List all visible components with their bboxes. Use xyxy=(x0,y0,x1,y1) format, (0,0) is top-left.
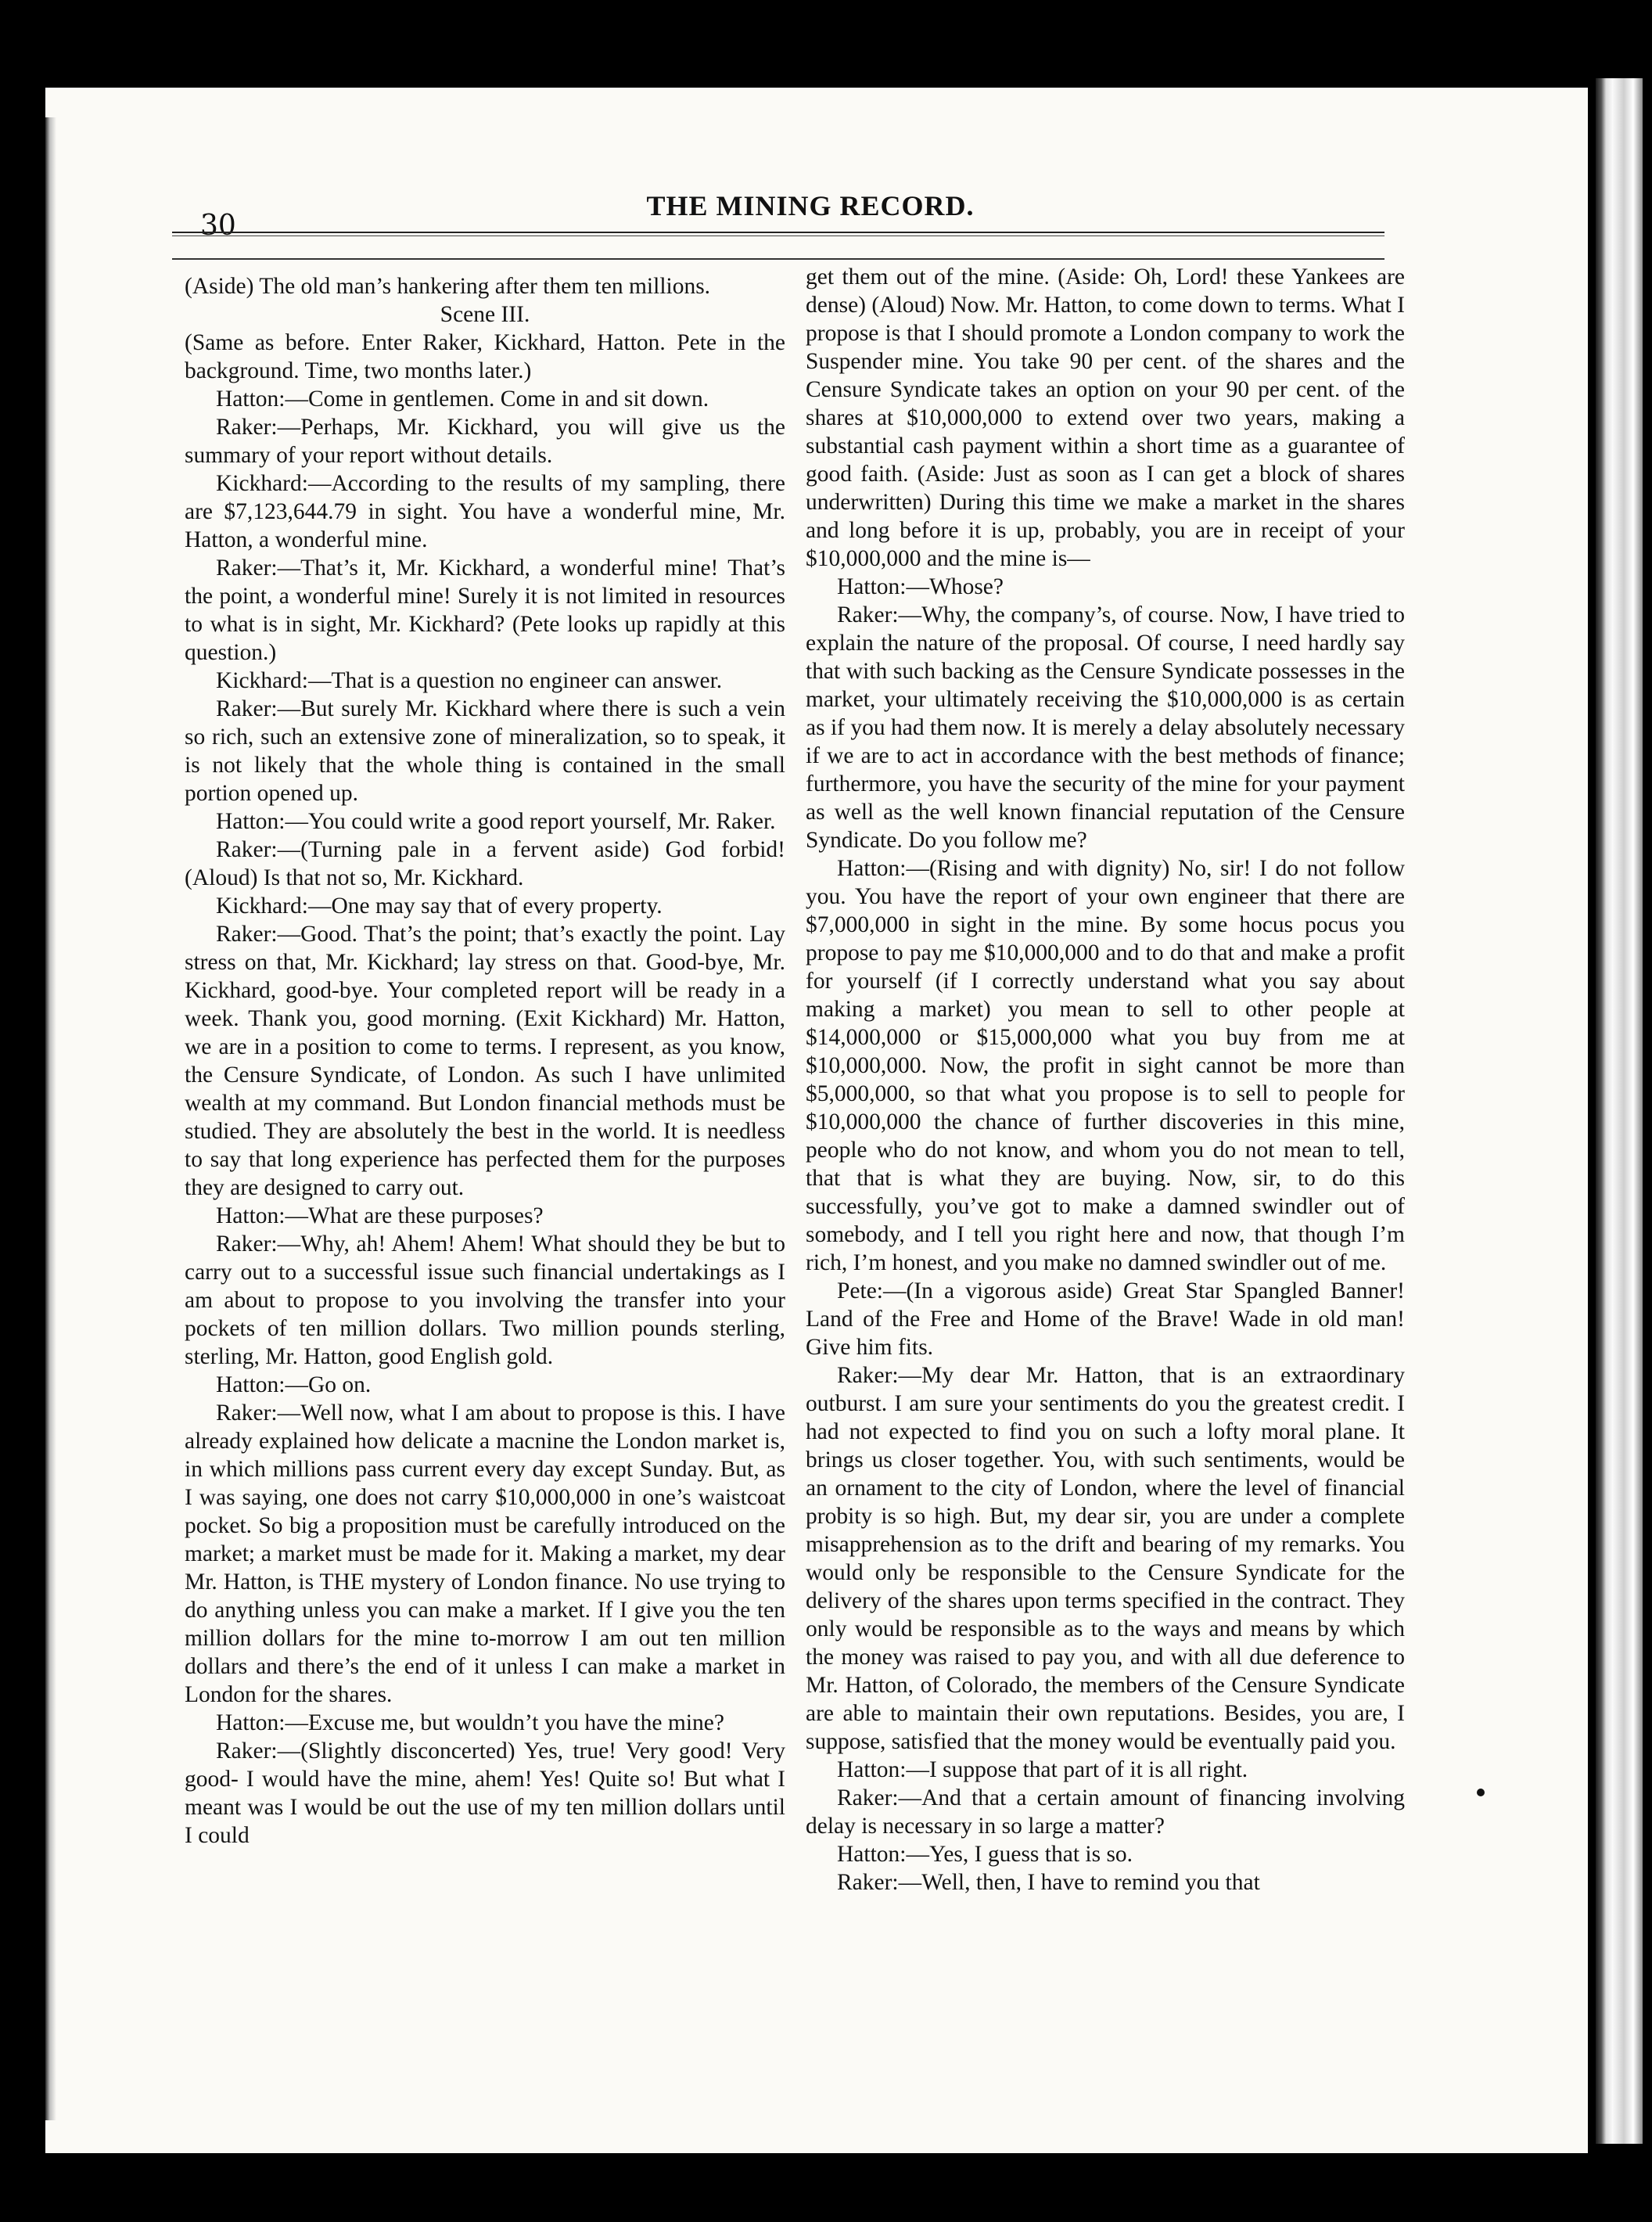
page-number: 30 xyxy=(200,210,236,242)
paragraph: Hatton:—Whose? xyxy=(837,574,1004,599)
paragraph: Raker:—Why, ah! Ahem! Ahem! What should they be but to carry out to a successful issue such financial undertakings as I am about to propose to you involving the transfer into your pockets of ten million dollars. Two million pounds sterling, sterling, Mr. Hatton, good English gold. xyxy=(185,1231,785,1369)
paragraph: Hatton:—(Rising and with dignity) No, sir! I do not follow you. You have the report of your own engineer that there are $7,000,000 in sight in the mine. By some hocus pocus you propose to pay me $10,000,000 and to do that and make a profit for yourself (if I correctly understand what you say about making a market) you mean to sell to other people at $14,000,000 or $15,000,000 what you buy from me at $10,000,000. Now, the profit in sight cannot be more than $5,000,000, so that what you propose is to sell to people for $10,000,000 the chance of further discoveries in this mine, people who do not know, and whom you do not mean to tell, that that is what they are buying. Now, sir, to do this successfully, you’ve got to make a damned swindler out of somebody, and I tell you right here and now, that though I’m rich, I’m honest, and you make no damned swindler out of me. xyxy=(806,856,1405,1275)
paragraph: Raker:—Well now, what I am about to propose is this. I have already explained how delicate a macnine the London market is, in which millions pass current every day except Sunday. But, as I was saying, one does not carry $10,000,000 in one’s waistcoat pocket. So big a proposition must be carefully introduced on the market; a market must be made for it. Making a market, my dear Mr. Hatton, is THE mystery of London finance. No use trying to do anything unless you can make a market. If I give you the ten million dollars for the mine to-morrow I am out ten million dollars and there’s the end of it unless I can make a market in London for the shares. xyxy=(185,1400,785,1707)
paragraph: get them out of the mine. (Aside: Oh, Lord! these Yankees are dense) (Aloud) Now. Mr. Hatton, to come down to terms. What I propose is that I should promote a London company to work the Suspender mine. You take 90 per cent. of the shares and the Censure Syndicate takes an option on your 90 per cent. of the shares at $10,000,000 to extend over two years, making a substantial cash payment within a short time as a guarantee of good faith. (Aside: Just as soon as I can get a block of shares underwritten) During this time we make a market in the shares and long before it is up, probably, you are in receipt of your $10,000,000 and the mine is— xyxy=(806,264,1405,571)
paragraph: Raker:—Well, then, I have to remind you that xyxy=(837,1870,1260,1895)
paragraph: (Aside) The old man’s hankering after them ten millions. xyxy=(185,274,711,299)
paragraph: Hatton:—You could write a good report yourself, Mr. Raker. xyxy=(216,809,776,834)
paragraph: Kickhard:—According to the results of my sampling, there are $7,123,644.79 in sight. You have a wonderful mine, Mr. Hatton, a wonderful mine. xyxy=(185,471,785,552)
paragraph: Hatton:—Yes, I guess that is so. xyxy=(837,1842,1133,1867)
paragraph: Raker:—That’s it, Mr. Kickhard, a wonderful mine! That’s the point, a wonderful mine! Surely it is not limited in resources to what is in sight, Mr. Kickhard? (Pete looks up rapidly at this question.) xyxy=(185,556,785,665)
margin-dot xyxy=(1477,1789,1485,1796)
paragraph: Hatton:—Excuse me, but wouldn’t you have the mine? xyxy=(216,1710,724,1735)
running-title: THE MINING RECORD. xyxy=(646,190,975,221)
paragraph: Hatton:—Come in gentlemen. Come in and sit down. xyxy=(216,387,709,412)
paragraph: Raker:—Good. That’s the point; that’s exactly the point. Lay stress on that, Mr. Kickhard; lay stress on that. Good-bye, Mr. Kickhard, good-bye. Your completed report will be ready in a week. Thank you, good morning. (Exit Kickhard) Mr. Hatton, we are in a position to come to terms. I represent, as you know, the Censure Syndicate, of London. As such I have unlimited wealth at my command. But London financial methods must be studied. They are absolutely the best in the world. It is needless to say that long experience has perfected them for the purposes they are designed to carry out. xyxy=(185,922,785,1200)
page-left-edge xyxy=(45,117,56,2120)
paragraph: (Same as before. Enter Raker, Kickhard, Hatton. Pete in the background. Time, two months later.) xyxy=(185,330,785,383)
paragraph: Raker:—Perhaps, Mr. Kickhard, you will give us the summary of your report without details. xyxy=(185,415,785,468)
paragraph: Pete:—(In a vigorous aside) Great Star Spangled Banner! Land of the Free and Home of the Brave! Wade in old man! Give him fits. xyxy=(806,1278,1405,1360)
right-column xyxy=(806,263,1405,1897)
paragraph: Hatton:—Go on. xyxy=(216,1372,372,1397)
paragraph: Raker:—(Slightly disconcerted) Yes, true! Very good! Very good- I would have the mine, ahem! Yes! Quite so! But what I meant was I would be out the use of my ten million dollars until I could xyxy=(185,1738,785,1848)
paragraph: Raker:—And that a certain amount of financing involving delay is necessary in so large a matter? xyxy=(806,1785,1405,1839)
page-right-edge xyxy=(1596,78,1643,2144)
paragraph: Kickhard:—One may say that of every property. xyxy=(216,893,663,919)
paragraph: Scene III. xyxy=(440,302,530,327)
paragraph: Hatton:—What are these purposes? xyxy=(216,1203,544,1228)
paragraph: Raker:—My dear Mr. Hatton, that is an extraordinary outburst. I am sure your sentiments do you the greatest credit. I had not expected to find you on such a lofty moral plane. It brings us closer together. You, with such sentiments, would be an ornament to the city of London, where the level of financial probity is so high. But, my dear sir, you are under a complete misapprehension as to the drift and bearing of my remarks. You would only be responsible to the Censure Syndicate for the delivery of the shares upon terms specified in the contract. They only would be responsible as to the ways and means by which the money was raised to pay you, and with all due deference to Mr. Hatton, of Colorado, the members of the Censure Syndicate are able to maintain their own reputations. Besides, you are, I suppose, satisfied that the money would be eventually paid you. xyxy=(806,1363,1405,1754)
paragraph: Hatton:—I suppose that part of it is all right. xyxy=(837,1757,1248,1782)
paragraph: Kickhard:—That is a question no engineer can answer. xyxy=(216,668,723,693)
paragraph: Raker:—(Turning pale in a fervent aside) God forbid! (Aloud) Is that not so, Mr. Kickhard. xyxy=(185,837,785,890)
paragraph: Raker:—But surely Mr. Kickhard where there is such a vein so rich, such an extensive zone of mineralization, so to speak, it is not likely that the whole thing is contained in the small portion opened up. xyxy=(185,696,785,806)
header-rule-lower xyxy=(172,258,1384,260)
header-rule xyxy=(172,232,1384,236)
paragraph: Raker:—Why, the company’s, of course. Now, I have tried to explain the nature of the proposal. Of course, I need hardly say that with such backing as the Censure Syndicate possesses in the market, your ultimately receiving the $10,000,000 is as certain as if you had them now. It is merely a delay absolutely necessary if we are to act in accordance with the best methods of finance; furthermore, you have the security of the mine for your payment as well as the well known financial reputation of the Censure Syndicate. Do you follow me? xyxy=(806,602,1405,853)
left-column xyxy=(185,272,785,1850)
